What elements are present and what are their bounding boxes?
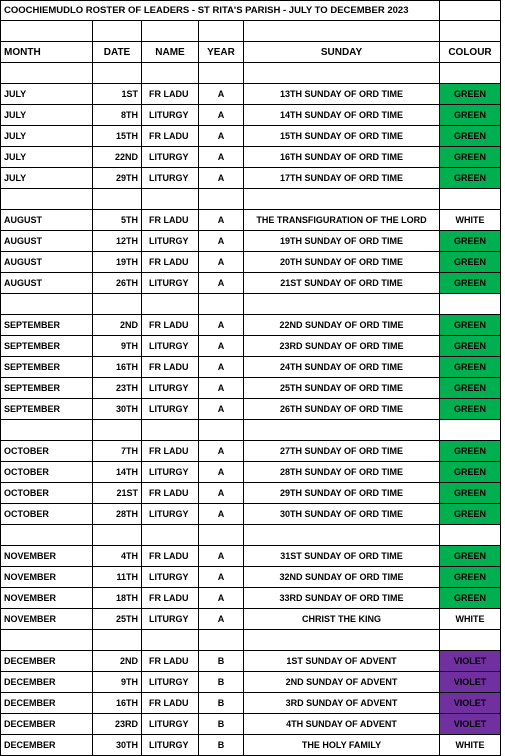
colour-cell[interactable]: WHITE [440,609,501,630]
table-row [1,609,501,630]
month-cell[interactable]: AUGUST [1,252,93,273]
empty-cell[interactable] [1,189,93,210]
year-cell[interactable]: A [199,483,244,504]
header-year[interactable]: YEAR [199,42,244,63]
empty-cell[interactable] [93,420,142,441]
header-date[interactable]: DATE [93,42,142,63]
month-cell[interactable]: DECEMBER [1,672,93,693]
name-cell[interactable]: LITURGY [142,504,199,525]
colour-cell[interactable]: GREEN [440,126,501,147]
year-cell[interactable]: A [199,84,244,105]
empty-cell[interactable] [142,63,199,84]
sunday-cell[interactable]: 2ND SUNDAY OF ADVENT [244,672,440,693]
table-row [1,504,501,525]
colour-cell[interactable]: GREEN [440,315,501,336]
sunday-cell[interactable]: 22ND SUNDAY OF ORD TIME [244,315,440,336]
date-cell[interactable]: 30TH [93,735,142,756]
name-cell[interactable]: LITURGY [142,399,199,420]
empty-cell[interactable] [244,63,440,84]
month-cell[interactable]: AUGUST [1,273,93,294]
empty-cell[interactable] [142,525,199,546]
month-cell[interactable]: SEPTEMBER [1,357,93,378]
name-cell[interactable]: LITURGY [142,735,199,756]
header-colour[interactable]: COLOUR [440,42,501,63]
table-row [1,672,501,693]
empty-cell[interactable] [93,189,142,210]
colour-cell[interactable]: GREEN [440,546,501,567]
date-cell[interactable]: 19TH [93,252,142,273]
date-cell[interactable]: 2ND [93,651,142,672]
sunday-cell[interactable]: 17TH SUNDAY OF ORD TIME [244,168,440,189]
empty-cell[interactable] [1,420,93,441]
month-cell[interactable]: OCTOBER [1,483,93,504]
sunday-cell[interactable]: 25TH SUNDAY OF ORD TIME [244,378,440,399]
sunday-cell[interactable]: 13TH SUNDAY OF ORD TIME [244,84,440,105]
date-cell[interactable]: 8TH [93,105,142,126]
sunday-cell[interactable]: THE HOLY FAMILY [244,735,440,756]
table-row [1,105,501,126]
date-cell[interactable]: 26TH [93,273,142,294]
name-cell[interactable]: LITURGY [142,567,199,588]
colour-cell[interactable]: GREEN [440,336,501,357]
roster-title[interactable]: COOCHIEMUDLO ROSTER OF LEADERS - ST RITA'S PARISH - JULY TO DECEMBER 2023 [1,1,440,21]
table-row [1,693,501,714]
colour-cell[interactable]: GREEN [440,105,501,126]
year-cell[interactable]: A [199,147,244,168]
year-cell[interactable]: A [199,588,244,609]
empty-cell[interactable] [244,420,440,441]
year-cell[interactable]: A [199,252,244,273]
sunday-cell[interactable]: 15TH SUNDAY OF ORD TIME [244,126,440,147]
month-cell[interactable]: AUGUST [1,231,93,252]
header-month[interactable]: MONTH [1,42,93,63]
month-cell[interactable]: JULY [1,126,93,147]
header-row [1,42,501,63]
year-cell[interactable]: A [199,231,244,252]
spacer-row [1,525,501,546]
spacer-row [1,189,501,210]
month-cell[interactable]: JULY [1,147,93,168]
colour-cell[interactable]: GREEN [440,483,501,504]
name-cell[interactable]: FR LADU [142,693,199,714]
colour-cell[interactable]: GREEN [440,168,501,189]
empty-cell[interactable] [1,294,93,315]
colour-cell[interactable]: VIOLET [440,651,501,672]
spacer-row [1,294,501,315]
empty-cell[interactable] [440,630,501,651]
date-cell[interactable]: 4TH [93,546,142,567]
empty-cell[interactable] [142,630,199,651]
colour-cell[interactable]: GREEN [440,84,501,105]
month-cell[interactable]: AUGUST [1,210,93,231]
empty-cell[interactable] [142,420,199,441]
header-sunday[interactable]: SUNDAY [244,42,440,63]
date-cell[interactable]: 25TH [93,609,142,630]
year-cell[interactable]: B [199,672,244,693]
date-cell[interactable]: 12TH [93,231,142,252]
roster-body [1,1,501,756]
date-cell[interactable]: 11TH [93,567,142,588]
year-cell[interactable]: A [199,210,244,231]
year-cell[interactable]: B [199,735,244,756]
month-cell[interactable]: DECEMBER [1,735,93,756]
month-cell[interactable]: JULY [1,84,93,105]
table-row [1,147,501,168]
title-row [1,1,501,21]
month-cell[interactable]: OCTOBER [1,504,93,525]
empty-cell[interactable] [440,63,501,84]
sunday-cell[interactable]: 30TH SUNDAY OF ORD TIME [244,504,440,525]
empty-cell[interactable] [142,294,199,315]
month-cell[interactable]: NOVEMBER [1,609,93,630]
empty-cell[interactable] [199,63,244,84]
sunday-cell[interactable]: 19TH SUNDAY OF ORD TIME [244,231,440,252]
date-cell[interactable]: 23RD [93,714,142,735]
sunday-cell[interactable]: 33RD SUNDAY OF ORD TIME [244,588,440,609]
month-cell[interactable]: JULY [1,105,93,126]
name-cell[interactable]: FR LADU [142,546,199,567]
table-row [1,210,501,231]
table-row [1,588,501,609]
date-cell[interactable]: 7TH [93,441,142,462]
name-cell[interactable]: LITURGY [142,336,199,357]
empty-cell[interactable] [1,630,93,651]
sunday-cell[interactable]: 24TH SUNDAY OF ORD TIME [244,357,440,378]
sunday-cell[interactable]: 31ST SUNDAY OF ORD TIME [244,546,440,567]
empty-cell[interactable] [93,63,142,84]
empty-cell[interactable] [440,294,501,315]
table-row [1,567,501,588]
colour-cell[interactable]: GREEN [440,462,501,483]
name-cell[interactable]: FR LADU [142,588,199,609]
month-cell[interactable]: OCTOBER [1,462,93,483]
table-row [1,126,501,147]
name-cell[interactable]: LITURGY [142,378,199,399]
sunday-cell[interactable]: 27TH SUNDAY OF ORD TIME [244,441,440,462]
year-cell[interactable]: A [199,441,244,462]
table-row [1,462,501,483]
name-cell[interactable]: FR LADU [142,315,199,336]
year-cell[interactable]: A [199,567,244,588]
year-cell[interactable]: A [199,378,244,399]
month-cell[interactable]: DECEMBER [1,714,93,735]
empty-cell[interactable] [199,294,244,315]
colour-cell[interactable]: GREEN [440,567,501,588]
year-cell[interactable]: A [199,504,244,525]
date-cell[interactable]: 18TH [93,588,142,609]
colour-cell[interactable]: GREEN [440,273,501,294]
date-cell[interactable]: 9TH [93,336,142,357]
empty-cell[interactable] [199,21,244,42]
year-cell[interactable]: A [199,273,244,294]
date-cell[interactable]: 16TH [93,357,142,378]
name-cell[interactable]: FR LADU [142,483,199,504]
name-cell[interactable]: LITURGY [142,231,199,252]
year-cell[interactable]: A [199,462,244,483]
name-cell[interactable]: FR LADU [142,441,199,462]
date-cell[interactable]: 14TH [93,462,142,483]
sunday-cell[interactable]: 23RD SUNDAY OF ORD TIME [244,336,440,357]
empty-cell[interactable] [142,189,199,210]
year-cell[interactable]: B [199,693,244,714]
empty-cell[interactable] [93,294,142,315]
date-cell[interactable]: 9TH [93,672,142,693]
sunday-cell[interactable]: CHRIST THE KING [244,609,440,630]
date-cell[interactable]: 29TH [93,168,142,189]
table-row [1,441,501,462]
table-row [1,357,501,378]
year-cell[interactable]: A [199,399,244,420]
name-cell[interactable]: LITURGY [142,462,199,483]
name-cell[interactable]: LITURGY [142,105,199,126]
year-cell[interactable]: A [199,609,244,630]
sunday-cell[interactable]: 16TH SUNDAY OF ORD TIME [244,147,440,168]
month-cell[interactable]: SEPTEMBER [1,315,93,336]
name-cell[interactable]: FR LADU [142,357,199,378]
empty-cell[interactable] [244,294,440,315]
date-cell[interactable]: 28TH [93,504,142,525]
title-blank-cell[interactable] [440,1,501,21]
empty-cell[interactable] [199,420,244,441]
name-cell[interactable]: LITURGY [142,714,199,735]
colour-cell[interactable]: GREEN [440,252,501,273]
empty-cell[interactable] [440,525,501,546]
name-cell[interactable]: LITURGY [142,168,199,189]
year-cell[interactable]: A [199,168,244,189]
month-cell[interactable]: NOVEMBER [1,588,93,609]
empty-cell[interactable] [142,21,199,42]
table-row [1,231,501,252]
table-row [1,399,501,420]
table-row [1,651,501,672]
sunday-cell[interactable]: 26TH SUNDAY OF ORD TIME [244,399,440,420]
spacer-row [1,630,501,651]
name-cell[interactable]: FR LADU [142,210,199,231]
name-cell[interactable]: FR LADU [142,651,199,672]
name-cell[interactable]: FR LADU [142,84,199,105]
table-row [1,714,501,735]
empty-cell[interactable] [1,63,93,84]
month-cell[interactable]: DECEMBER [1,651,93,672]
colour-cell[interactable]: VIOLET [440,693,501,714]
name-cell[interactable]: LITURGY [142,609,199,630]
empty-cell[interactable] [440,189,501,210]
colour-cell[interactable]: WHITE [440,210,501,231]
date-cell[interactable]: 30TH [93,399,142,420]
colour-cell[interactable]: GREEN [440,378,501,399]
spacer-row [1,63,501,84]
year-cell[interactable]: B [199,651,244,672]
sunday-cell[interactable]: 1ST SUNDAY OF ADVENT [244,651,440,672]
colour-cell[interactable]: GREEN [440,399,501,420]
year-cell[interactable]: A [199,546,244,567]
sunday-cell[interactable]: THE TRANSFIGURATION OF THE LORD [244,210,440,231]
table-row [1,84,501,105]
spacer-row [1,21,501,42]
sunday-cell[interactable]: 29TH SUNDAY OF ORD TIME [244,483,440,504]
colour-cell[interactable]: VIOLET [440,714,501,735]
month-cell[interactable]: NOVEMBER [1,567,93,588]
empty-cell[interactable] [199,525,244,546]
sunday-cell[interactable]: 4TH SUNDAY OF ADVENT [244,714,440,735]
year-cell[interactable]: B [199,714,244,735]
table-row [1,336,501,357]
year-cell[interactable]: A [199,126,244,147]
table-row [1,378,501,399]
colour-cell[interactable]: VIOLET [440,672,501,693]
sunday-cell[interactable]: 32ND SUNDAY OF ORD TIME [244,567,440,588]
sunday-cell[interactable]: 3RD SUNDAY OF ADVENT [244,693,440,714]
month-cell[interactable]: SEPTEMBER [1,399,93,420]
empty-cell[interactable] [440,21,501,42]
name-cell[interactable]: FR LADU [142,126,199,147]
month-cell[interactable]: SEPTEMBER [1,378,93,399]
month-cell[interactable]: DECEMBER [1,693,93,714]
table-row [1,546,501,567]
spacer-row [1,420,501,441]
empty-cell[interactable] [440,420,501,441]
sunday-cell[interactable]: 14TH SUNDAY OF ORD TIME [244,105,440,126]
month-cell[interactable]: JULY [1,168,93,189]
empty-cell[interactable] [93,525,142,546]
date-cell[interactable]: 1ST [93,84,142,105]
colour-cell[interactable]: WHITE [440,735,501,756]
date-cell[interactable]: 2ND [93,315,142,336]
empty-cell[interactable] [244,525,440,546]
header-name[interactable]: NAME [142,42,199,63]
colour-cell[interactable]: GREEN [440,231,501,252]
empty-cell[interactable] [199,189,244,210]
empty-cell[interactable] [1,525,93,546]
colour-cell[interactable]: GREEN [440,147,501,168]
colour-cell[interactable]: GREEN [440,441,501,462]
date-cell[interactable]: 21ST [93,483,142,504]
table-row [1,483,501,504]
name-cell[interactable]: LITURGY [142,147,199,168]
sunday-cell[interactable]: 21ST SUNDAY OF ORD TIME [244,273,440,294]
table-row [1,168,501,189]
year-cell[interactable]: A [199,357,244,378]
sunday-cell[interactable]: 20TH SUNDAY OF ORD TIME [244,252,440,273]
table-row [1,735,501,756]
colour-cell[interactable]: GREEN [440,357,501,378]
table-row [1,252,501,273]
date-cell[interactable]: 15TH [93,126,142,147]
month-cell[interactable]: NOVEMBER [1,546,93,567]
empty-cell[interactable] [244,21,440,42]
month-cell[interactable]: SEPTEMBER [1,336,93,357]
table-row [1,315,501,336]
name-cell[interactable]: FR LADU [142,252,199,273]
date-cell[interactable]: 22ND [93,147,142,168]
empty-cell[interactable] [199,630,244,651]
colour-cell[interactable]: GREEN [440,504,501,525]
date-cell[interactable]: 5TH [93,210,142,231]
year-cell[interactable]: A [199,105,244,126]
year-cell[interactable]: A [199,336,244,357]
colour-cell[interactable]: GREEN [440,588,501,609]
empty-cell[interactable] [1,21,93,42]
sunday-cell[interactable]: 28TH SUNDAY OF ORD TIME [244,462,440,483]
name-cell[interactable]: LITURGY [142,672,199,693]
table-row [1,273,501,294]
empty-cell[interactable] [244,630,440,651]
month-cell[interactable]: OCTOBER [1,441,93,462]
empty-cell[interactable] [93,630,142,651]
empty-cell[interactable] [93,21,142,42]
date-cell[interactable]: 16TH [93,693,142,714]
name-cell[interactable]: LITURGY [142,273,199,294]
year-cell[interactable]: A [199,315,244,336]
date-cell[interactable]: 23TH [93,378,142,399]
empty-cell[interactable] [244,189,440,210]
